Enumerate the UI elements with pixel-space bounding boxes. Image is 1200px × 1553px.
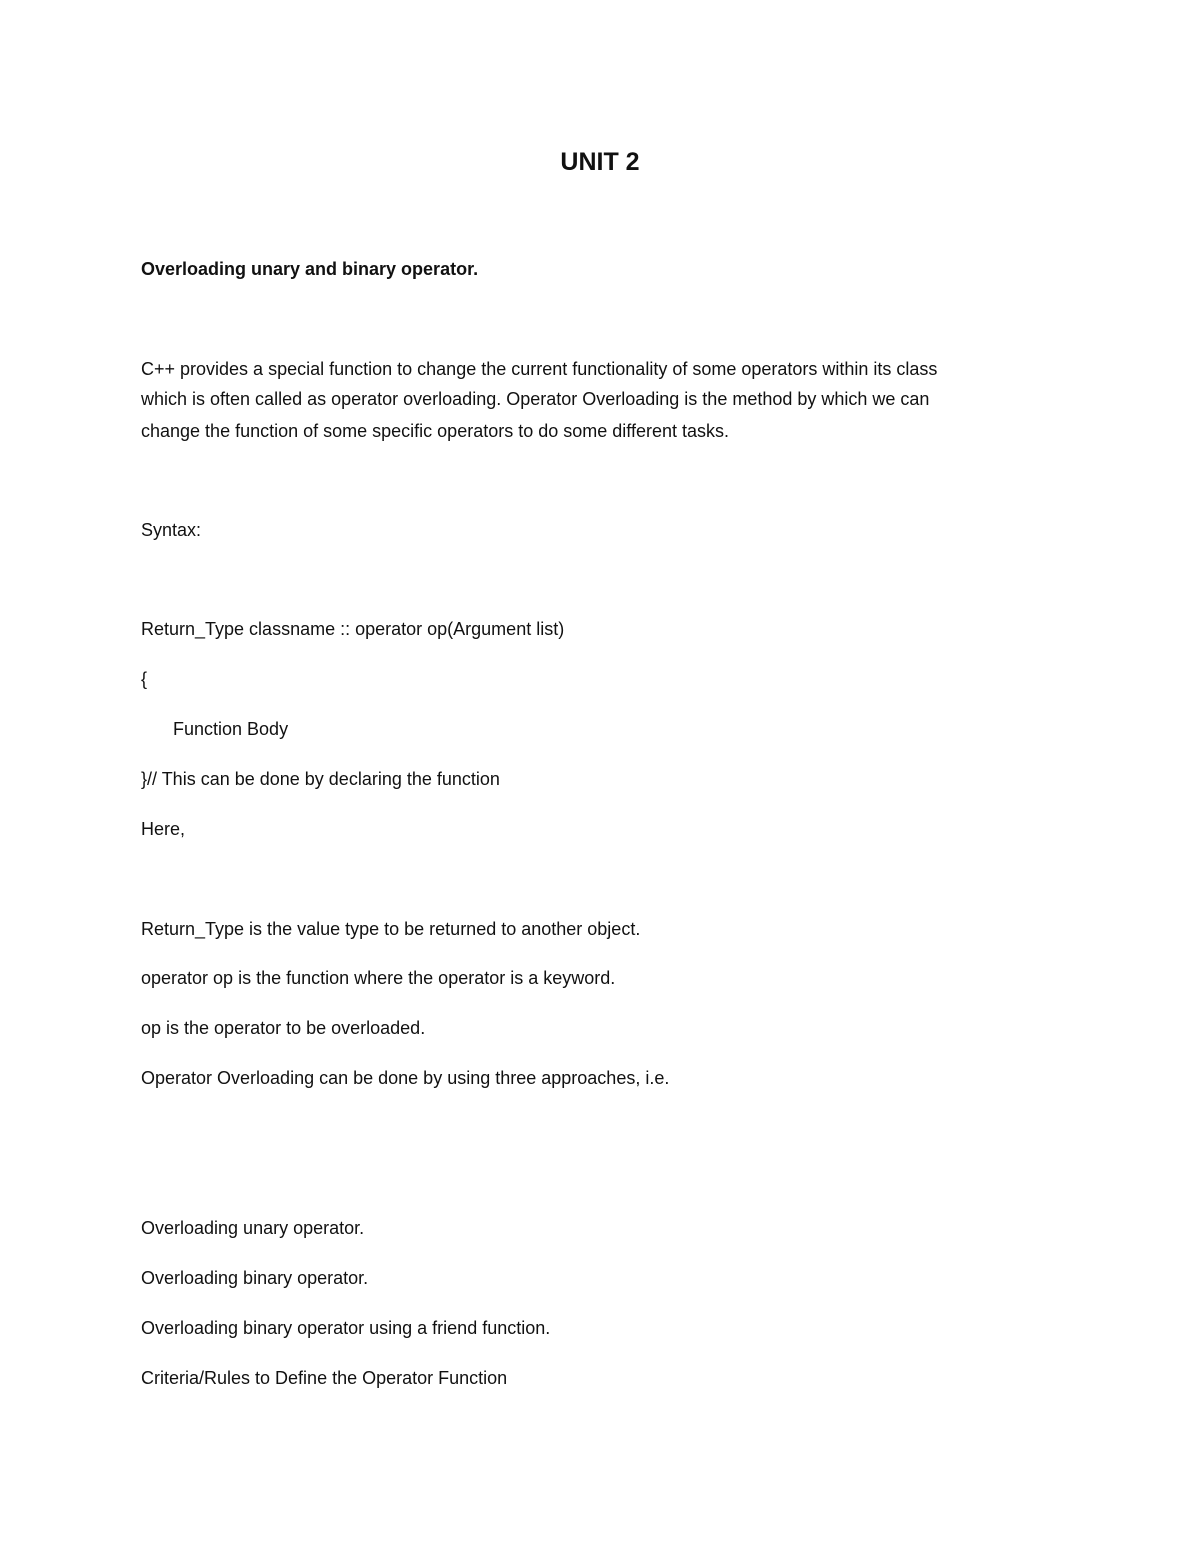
approach-friend: Overloading binary operator using a friend function. xyxy=(141,1318,551,1338)
approach-binary: Overloading binary operator. xyxy=(141,1268,369,1288)
code-open-brace: { xyxy=(141,669,148,689)
explanation-operator-op: operator op is the function where the operator is a keyword. xyxy=(141,968,616,988)
code-signature: Return_Type classname :: operator op(Argument list) xyxy=(141,619,565,639)
approach-criteria: Criteria/Rules to Define the Operator Function xyxy=(141,1368,508,1388)
syntax-label: Syntax: xyxy=(141,520,202,540)
explanation-approaches: Operator Overloading can be done by using three approaches, i.e. xyxy=(141,1068,670,1088)
intro-line-3: change the function of some specific operators to do some different tasks. xyxy=(141,421,729,441)
page-title: UNIT 2 xyxy=(560,148,640,176)
explanation-return-type: Return_Type is the value type to be returned to another object. xyxy=(141,919,641,939)
explanation-op: op is the operator to be overloaded. xyxy=(141,1018,426,1038)
section-heading: Overloading unary and binary operator. xyxy=(141,259,479,279)
code-body: Function Body xyxy=(173,719,289,739)
approach-unary: Overloading unary operator. xyxy=(141,1218,365,1238)
code-close: }// This can be done by declaring the function xyxy=(141,769,500,789)
intro-line-1: C++ provides a special function to change the current functionality of some operators within its class xyxy=(141,359,938,379)
intro-line-2: which is often called as operator overloading. Operator Overloading is the method by which we can xyxy=(141,389,930,409)
here-label: Here, xyxy=(141,819,186,839)
